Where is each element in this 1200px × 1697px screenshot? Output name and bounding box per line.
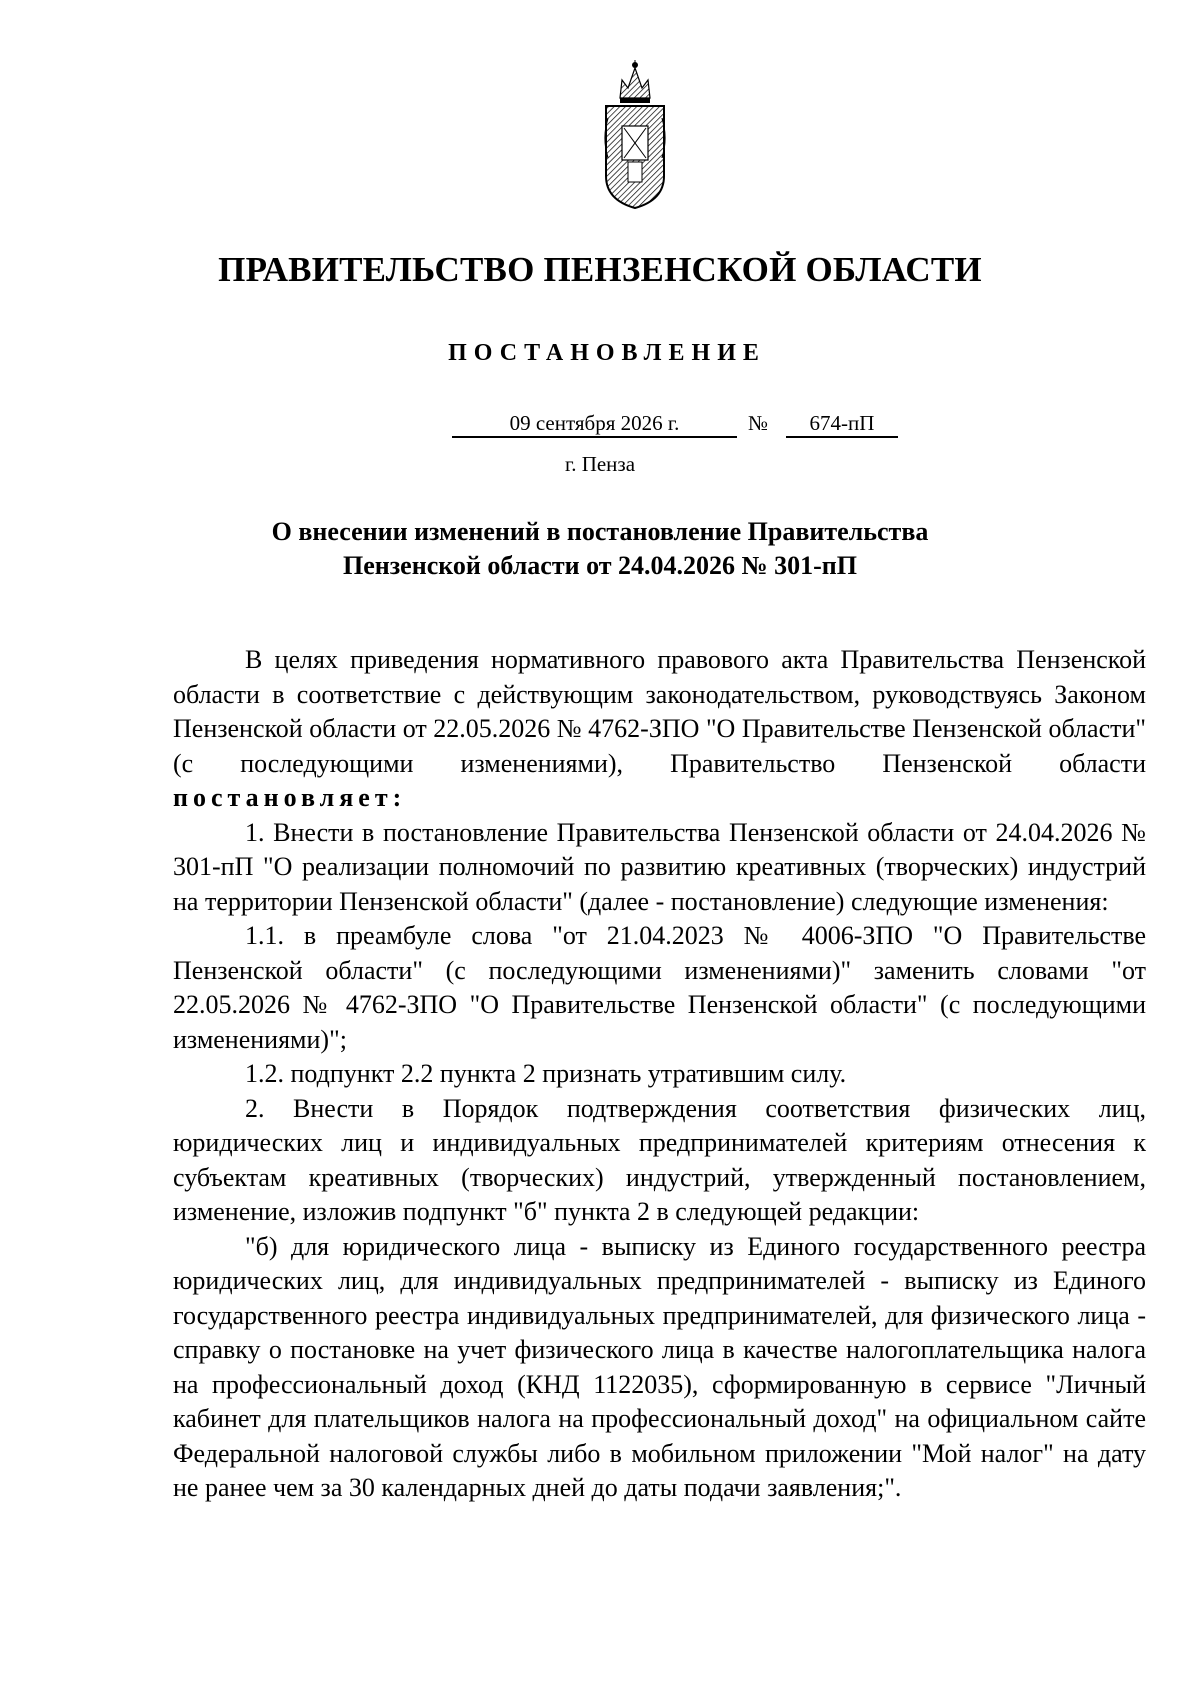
document-body xyxy=(173,643,1146,1506)
paragraph-1-1: 1.1. в преамбуле слова "от 21.04.2023 № 4006-ЗПО "О Правительстве Пензенской области" (с последующими изменениями)" заменить словами "от 22.05.2026 № 4762-ЗПО "О Правительстве Пензенской области" (с последующими изменениями)"; xyxy=(173,921,1146,1054)
intro-paragraph xyxy=(173,643,1146,816)
document-number: 674-пП xyxy=(786,410,898,438)
paragraph-1: 1. Внести в постановление Правительства Пензенской области от 24.04.2026 № 301-пП "О реализации полномочий по развитию креативных (творческих) индустрий на территории Пензенской области" (далее - постановление) следующие изменения: xyxy=(173,817,1146,916)
number-sign: № xyxy=(748,411,769,435)
subject-line-1: О внесении изменений в постановление Правительства xyxy=(271,517,929,546)
intro-text: В целях приведения нормативного правового акта Правительства Пензенской области в соответствие с действующим законодательством, руководствуясь Законом Пензенской области от 22.05.2026 № 4762-ЗПО "О Правительстве Пензенской области" (с последующими изменениями), Правительство Пензенской области xyxy=(173,645,1146,778)
paragraph-2-b: "б) для юридического лица - выписку из Единого государственного реестра юридических лиц, для индивидуальных предпринимателей - выписку из Единого государственного реестра индивидуальных предпринимателей, для физического лица - справку о постановке на учет физического лица в качестве налогоплательщика налога на профессиональный доход (КНД 1122035), сформированную в сервисе "Личный кабинет для плательщиков налога на профессиональный доход" на официальном сайте Федеральной налоговой службы либо в мобильном приложении "Мой налог" на дату не ранее чем за 30 календарных дней до даты подачи заявления;". xyxy=(173,1231,1146,1502)
city: г. Пенза xyxy=(564,452,636,476)
document-subject xyxy=(0,515,1200,583)
resolves-word: постановляет: xyxy=(173,783,407,812)
government-title: ПРАВИТЕЛЬСТВО ПЕНЗЕНСКОЙ ОБЛАСТИ xyxy=(218,250,982,289)
paragraph-1-2: 1.2. подпункт 2.2 пункта 2 признать утратившим силу. xyxy=(245,1059,847,1088)
document-type: ПОСТАНОВЛЕНИЕ xyxy=(448,340,766,366)
paragraph-2: 2. Внести в Порядок подтверждения соответствия физических лиц, юридических лиц и индивидуальных предпринимателей критериям отнесения к субъектам креативных (творческих) индустрий, утвержденный постановлением, изменение, изложив подпункт "б" пункта 2 в следующей редакции: xyxy=(173,1093,1146,1226)
document-date: 09 сентября 2026 г. xyxy=(452,410,737,438)
subject-line-2: Пензенской области от 24.04.2026 № 301-пП xyxy=(342,551,858,580)
coat-of-arms-emblem xyxy=(600,58,670,210)
